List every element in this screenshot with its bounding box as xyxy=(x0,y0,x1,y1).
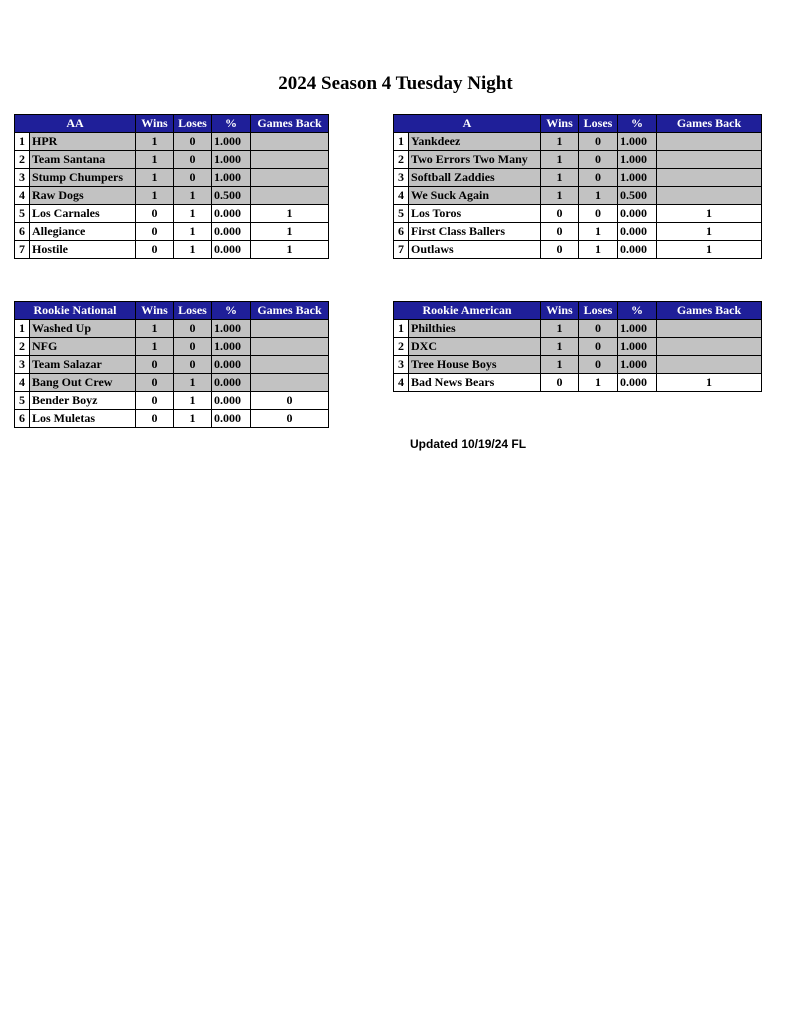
team-name-cell: Los Toros xyxy=(409,205,541,223)
team-name-cell: Two Errors Two Many xyxy=(409,151,541,169)
loses-cell: 1 xyxy=(579,374,618,392)
rank-cell: 4 xyxy=(15,187,30,205)
loses-cell: 0 xyxy=(174,151,212,169)
table-row xyxy=(394,151,762,169)
team-name-cell: Bang Out Crew xyxy=(30,374,136,392)
table-row xyxy=(394,356,762,374)
team-name-cell: Bad News Bears xyxy=(409,374,541,392)
games-back-cell xyxy=(657,338,762,356)
team-name-cell: Tree House Boys xyxy=(409,356,541,374)
pct-cell: 1.000 xyxy=(618,151,657,169)
wins-cell: 1 xyxy=(541,169,579,187)
wins-cell: 1 xyxy=(136,169,174,187)
pct-cell: 1.000 xyxy=(212,169,251,187)
pct-cell: 1.000 xyxy=(212,151,251,169)
team-name-cell: Softball Zaddies xyxy=(409,169,541,187)
wins-cell: 1 xyxy=(541,151,579,169)
rank-cell: 4 xyxy=(15,374,30,392)
table-row xyxy=(15,169,329,187)
games-back-cell: 1 xyxy=(657,205,762,223)
table-row xyxy=(15,320,329,338)
loses-cell: 0 xyxy=(579,151,618,169)
table-row xyxy=(15,410,329,428)
team-name-cell: Los Carnales xyxy=(30,205,136,223)
division-header: A xyxy=(394,115,541,133)
table-row xyxy=(15,356,329,374)
rank-cell: 2 xyxy=(394,338,409,356)
rank-cell: 6 xyxy=(15,410,30,428)
wins-cell: 0 xyxy=(136,223,174,241)
column-header: Wins xyxy=(136,115,174,133)
table-row xyxy=(15,223,329,241)
pct-cell: 1.000 xyxy=(618,320,657,338)
rank-cell: 2 xyxy=(394,151,409,169)
team-name-cell: HPR xyxy=(30,133,136,151)
pct-cell: 0.000 xyxy=(212,356,251,374)
pct-cell: 0.500 xyxy=(212,187,251,205)
rank-cell: 2 xyxy=(15,338,30,356)
games-back-cell: 0 xyxy=(251,392,329,410)
table-header-row xyxy=(394,302,762,320)
games-back-cell: 0 xyxy=(251,410,329,428)
wins-cell: 0 xyxy=(541,241,579,259)
games-back-cell xyxy=(251,133,329,151)
wins-cell: 1 xyxy=(136,187,174,205)
team-name-cell: We Suck Again xyxy=(409,187,541,205)
games-back-cell xyxy=(251,374,329,392)
loses-cell: 0 xyxy=(174,169,212,187)
wins-cell: 0 xyxy=(136,205,174,223)
loses-cell: 0 xyxy=(579,205,618,223)
team-name-cell: NFG xyxy=(30,338,136,356)
wins-cell: 0 xyxy=(541,223,579,241)
team-name-cell: Team Santana xyxy=(30,151,136,169)
loses-cell: 1 xyxy=(174,392,212,410)
games-back-cell: 1 xyxy=(251,241,329,259)
column-header: Loses xyxy=(174,115,212,133)
wins-cell: 1 xyxy=(136,133,174,151)
division-header: AA xyxy=(15,115,136,133)
loses-cell: 1 xyxy=(174,223,212,241)
rank-cell: 3 xyxy=(394,356,409,374)
table-header-row xyxy=(394,115,762,133)
rank-cell: 5 xyxy=(15,392,30,410)
table-row xyxy=(394,169,762,187)
pct-cell: 0.000 xyxy=(618,374,657,392)
rank-cell: 1 xyxy=(394,320,409,338)
pct-cell: 0.000 xyxy=(618,205,657,223)
games-back-cell xyxy=(657,133,762,151)
column-header: Games Back xyxy=(251,302,329,320)
column-header: Games Back xyxy=(657,302,762,320)
rank-cell: 7 xyxy=(394,241,409,259)
games-back-cell: 1 xyxy=(657,374,762,392)
games-back-cell: 1 xyxy=(251,223,329,241)
pct-cell: 1.000 xyxy=(618,338,657,356)
pct-cell: 1.000 xyxy=(618,169,657,187)
table-row xyxy=(394,187,762,205)
loses-cell: 1 xyxy=(174,187,212,205)
loses-cell: 0 xyxy=(579,356,618,374)
column-header: Games Back xyxy=(657,115,762,133)
wins-cell: 0 xyxy=(136,374,174,392)
wins-cell: 0 xyxy=(136,410,174,428)
wins-cell: 1 xyxy=(541,320,579,338)
column-header: Wins xyxy=(541,302,579,320)
rank-cell: 4 xyxy=(394,374,409,392)
loses-cell: 0 xyxy=(579,169,618,187)
column-header: % xyxy=(618,302,657,320)
pct-cell: 0.000 xyxy=(212,205,251,223)
pct-cell: 0.000 xyxy=(212,410,251,428)
games-back-cell xyxy=(251,151,329,169)
column-header: % xyxy=(618,115,657,133)
pct-cell: 1.000 xyxy=(212,320,251,338)
games-back-cell xyxy=(251,356,329,374)
table-row xyxy=(394,205,762,223)
rank-cell: 3 xyxy=(394,169,409,187)
table-row xyxy=(394,320,762,338)
standings-table-rookie-american xyxy=(393,301,762,392)
table-row xyxy=(15,338,329,356)
division-header: Rookie American xyxy=(394,302,541,320)
rank-cell: 2 xyxy=(15,151,30,169)
team-name-cell: First Class Ballers xyxy=(409,223,541,241)
rank-cell: 5 xyxy=(394,205,409,223)
rank-cell: 3 xyxy=(15,356,30,374)
table-row xyxy=(15,151,329,169)
wins-cell: 1 xyxy=(541,338,579,356)
column-header: Wins xyxy=(136,302,174,320)
team-name-cell: Bender Boyz xyxy=(30,392,136,410)
pct-cell: 0.000 xyxy=(212,223,251,241)
pct-cell: 1.000 xyxy=(212,338,251,356)
table-row xyxy=(394,133,762,151)
rank-cell: 1 xyxy=(15,320,30,338)
pct-cell: 1.000 xyxy=(618,356,657,374)
table-row xyxy=(15,374,329,392)
column-header: Wins xyxy=(541,115,579,133)
wins-cell: 1 xyxy=(136,320,174,338)
updated-note: Updated 10/19/24 FL xyxy=(410,437,527,451)
team-name-cell: Washed Up xyxy=(30,320,136,338)
loses-cell: 0 xyxy=(579,133,618,151)
standings-table-a xyxy=(393,114,762,259)
wins-cell: 0 xyxy=(136,241,174,259)
table-row xyxy=(15,241,329,259)
games-back-cell: 1 xyxy=(657,241,762,259)
table-row xyxy=(394,223,762,241)
games-back-cell xyxy=(251,338,329,356)
games-back-cell xyxy=(251,169,329,187)
team-name-cell: Team Salazar xyxy=(30,356,136,374)
loses-cell: 1 xyxy=(579,187,618,205)
team-name-cell: Philthies xyxy=(409,320,541,338)
table-row xyxy=(394,338,762,356)
games-back-cell xyxy=(657,187,762,205)
loses-cell: 1 xyxy=(174,241,212,259)
pct-cell: 0.000 xyxy=(618,241,657,259)
team-name-cell: Hostile xyxy=(30,241,136,259)
wins-cell: 1 xyxy=(541,133,579,151)
page-title: 2024 Season 4 Tuesday Night xyxy=(278,73,513,94)
table-row xyxy=(394,241,762,259)
games-back-cell xyxy=(657,151,762,169)
table-row xyxy=(15,187,329,205)
column-header: % xyxy=(212,115,251,133)
pct-cell: 0.000 xyxy=(212,241,251,259)
team-name-cell: Outlaws xyxy=(409,241,541,259)
rank-cell: 5 xyxy=(15,205,30,223)
pct-cell: 0.000 xyxy=(212,392,251,410)
games-back-cell xyxy=(251,187,329,205)
games-back-cell xyxy=(657,320,762,338)
wins-cell: 0 xyxy=(136,356,174,374)
wins-cell: 0 xyxy=(136,392,174,410)
pct-cell: 1.000 xyxy=(212,133,251,151)
pct-cell: 0.000 xyxy=(618,223,657,241)
table-row xyxy=(15,133,329,151)
rank-cell: 6 xyxy=(15,223,30,241)
team-name-cell: Yankdeez xyxy=(409,133,541,151)
column-header: Loses xyxy=(579,115,618,133)
table-row xyxy=(394,374,762,392)
games-back-cell xyxy=(657,356,762,374)
column-header: % xyxy=(212,302,251,320)
loses-cell: 1 xyxy=(579,223,618,241)
division-header: Rookie National xyxy=(15,302,136,320)
team-name-cell: Stump Chumpers xyxy=(30,169,136,187)
standings-table-aa xyxy=(14,114,329,259)
games-back-cell xyxy=(251,320,329,338)
rank-cell: 1 xyxy=(394,133,409,151)
column-header: Loses xyxy=(579,302,618,320)
loses-cell: 0 xyxy=(174,133,212,151)
table-row xyxy=(15,205,329,223)
games-back-cell: 1 xyxy=(251,205,329,223)
games-back-cell: 1 xyxy=(657,223,762,241)
wins-cell: 0 xyxy=(541,205,579,223)
table-header-row xyxy=(15,302,329,320)
team-name-cell: DXC xyxy=(409,338,541,356)
team-name-cell: Raw Dogs xyxy=(30,187,136,205)
wins-cell: 1 xyxy=(136,338,174,356)
pct-cell: 1.000 xyxy=(618,133,657,151)
team-name-cell: Allegiance xyxy=(30,223,136,241)
team-name-cell: Los Muletas xyxy=(30,410,136,428)
games-back-cell xyxy=(657,169,762,187)
pct-cell: 0.000 xyxy=(212,374,251,392)
table-header-row xyxy=(15,115,329,133)
loses-cell: 1 xyxy=(174,205,212,223)
rank-cell: 7 xyxy=(15,241,30,259)
loses-cell: 0 xyxy=(174,356,212,374)
loses-cell: 1 xyxy=(579,241,618,259)
loses-cell: 0 xyxy=(579,338,618,356)
wins-cell: 1 xyxy=(136,151,174,169)
column-header: Loses xyxy=(174,302,212,320)
rank-cell: 4 xyxy=(394,187,409,205)
table-row xyxy=(15,392,329,410)
wins-cell: 1 xyxy=(541,356,579,374)
pct-cell: 0.500 xyxy=(618,187,657,205)
rank-cell: 3 xyxy=(15,169,30,187)
wins-cell: 1 xyxy=(541,187,579,205)
loses-cell: 0 xyxy=(174,320,212,338)
rank-cell: 6 xyxy=(394,223,409,241)
column-header: Games Back xyxy=(251,115,329,133)
loses-cell: 0 xyxy=(174,338,212,356)
loses-cell: 1 xyxy=(174,410,212,428)
standings-table-rookie-national xyxy=(14,301,329,428)
loses-cell: 0 xyxy=(579,320,618,338)
loses-cell: 1 xyxy=(174,374,212,392)
wins-cell: 0 xyxy=(541,374,579,392)
rank-cell: 1 xyxy=(15,133,30,151)
